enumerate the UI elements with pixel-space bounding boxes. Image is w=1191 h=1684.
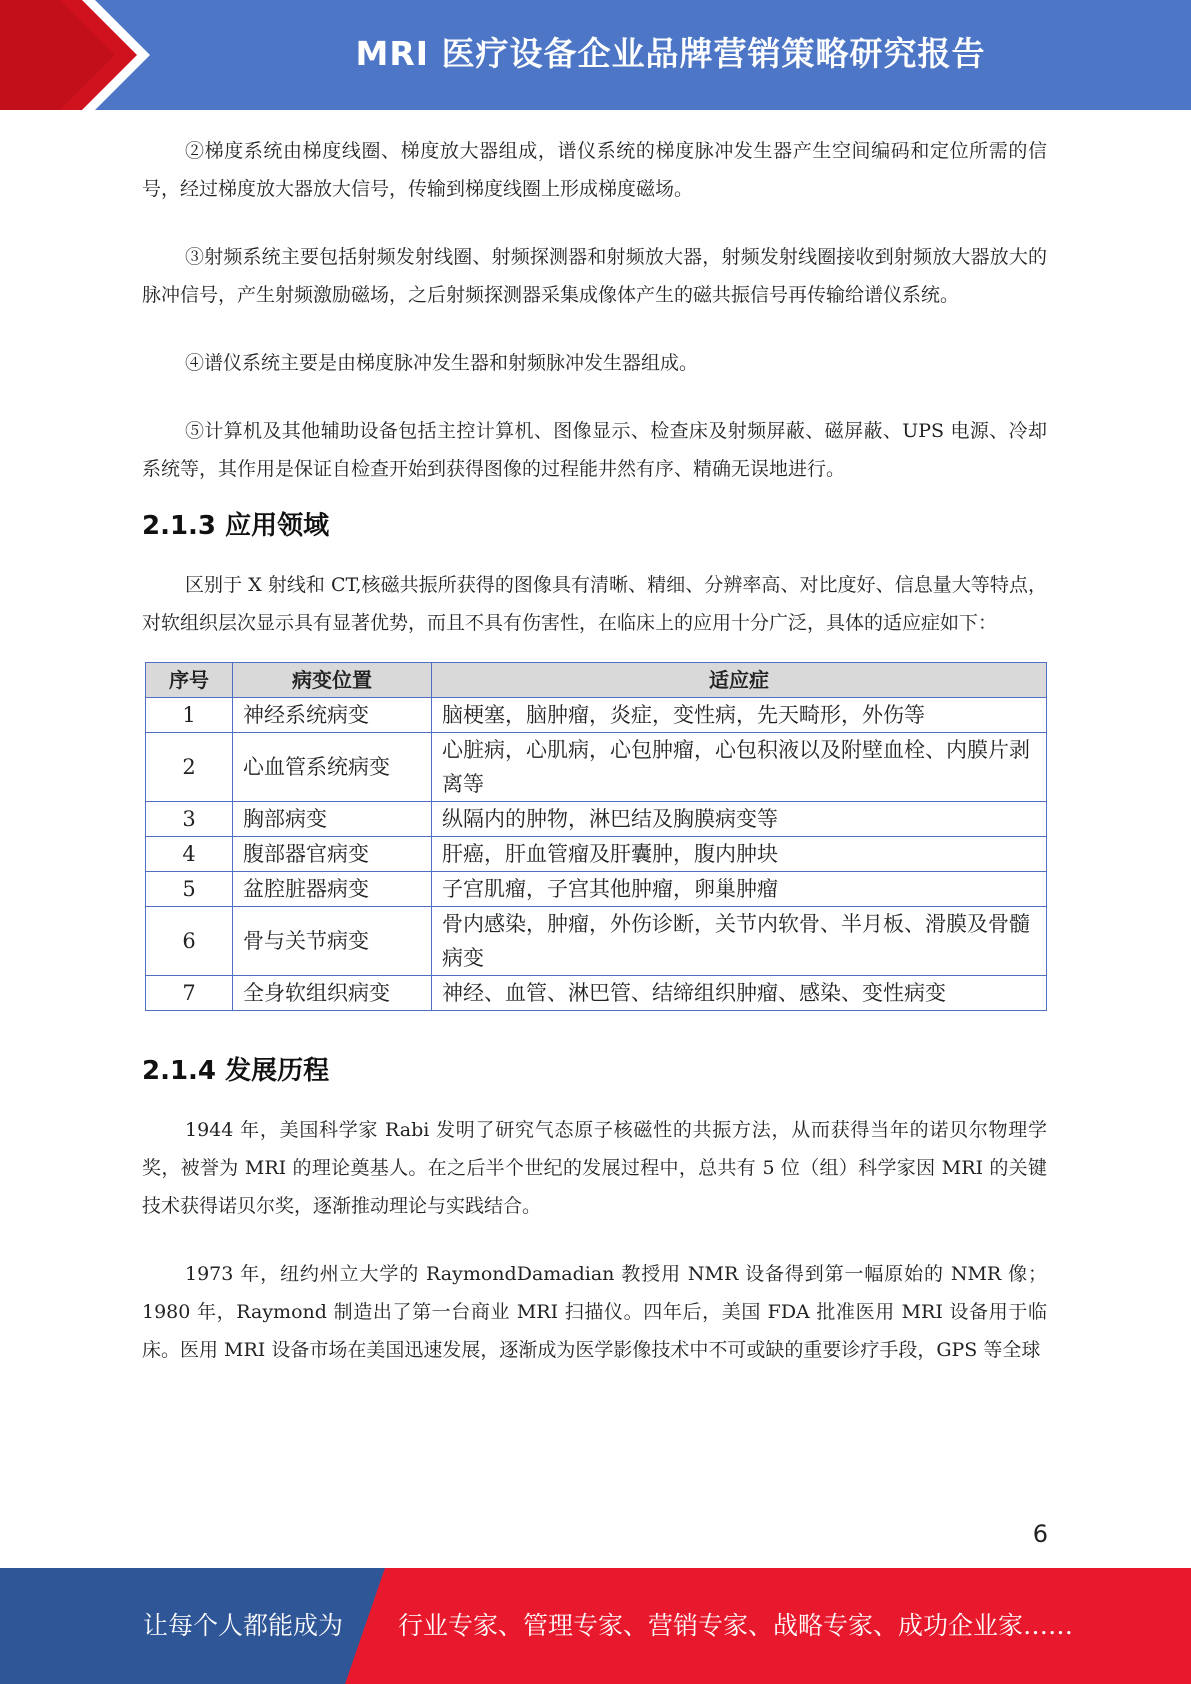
row-index: 3: [146, 802, 233, 837]
table-row: [146, 837, 1047, 872]
footer-slogan-left: 让每个人都能成为: [143, 1611, 344, 1640]
table-row: [146, 802, 1047, 837]
row-location: 盆腔脏器病变: [233, 872, 432, 907]
table-row: [146, 872, 1047, 907]
row-index: 1: [146, 698, 233, 733]
table-row: [146, 733, 1047, 802]
paragraph-spectrometer-system: ④谱仪系统主要是由梯度脉冲发生器和射频脉冲发生器组成。: [185, 352, 699, 374]
row-index: 2: [146, 733, 233, 802]
row-indication: 神经、血管、淋巴管、结缔组织肿瘤、感染、变性病变: [432, 976, 1047, 1011]
indications-table: [145, 662, 1047, 1011]
paragraph-computer-equipment: ⑤计算机及其他辅助设备包括主控计算机、图像显示、检查床及射频屏蔽、磁屏蔽、UPS 电源、冷却系统等，其作用是保证自检查开始到获得图像的过程能井然有序、精确无误地进行。: [142, 420, 1047, 480]
paragraph-history-1944: 1944 年，美国科学家 Rabi 发明了研究气态原子核磁性的共振方法，从而获得当年的诺贝尔物理学奖，被誉为 MRI 的理论奠基人。在之后半个世纪的发展过程中，总共有 5 位（组）科学家因 MRI 的关键技术获得诺贝尔奖，逐渐推动理论与实践结合。: [142, 1119, 1047, 1217]
row-indication: 脑梗塞，脑肿瘤，炎症，变性病，先天畸形，外伤等: [432, 698, 1047, 733]
row-index: 4: [146, 837, 233, 872]
paragraph-gradient-system: ②梯度系统由梯度线圈、梯度放大器组成，谱仪系统的梯度脉冲发生器产生空间编码和定位所需的信号，经过梯度放大器放大信号，传输到梯度线圈上形成梯度磁场。: [142, 140, 1047, 200]
table-header-index: 序号: [146, 663, 233, 698]
row-location: 神经系统病变: [233, 698, 432, 733]
row-indication: 骨内感染，肿瘤，外伤诊断，关节内软骨、半月板、滑膜及骨髓病变: [432, 907, 1047, 976]
row-location: 全身软组织病变: [233, 976, 432, 1011]
header-banner: [0, 0, 1191, 110]
report-title: MRI 医疗设备企业品牌营销策略研究报告: [355, 34, 986, 73]
row-index: 7: [146, 976, 233, 1011]
section-heading-history: 2.1.4 发展历程: [142, 1056, 330, 1086]
row-index: 5: [146, 872, 233, 907]
section-heading-applications: 2.1.3 应用领域: [142, 511, 330, 541]
row-location: 腹部器官病变: [233, 837, 432, 872]
row-indication: 心脏病，心肌病，心包肿瘤，心包积液以及附壁血栓、内膜片剥离等: [432, 733, 1047, 802]
table-header-row: [146, 663, 1047, 698]
table-header-indications: 适应症: [432, 663, 1047, 698]
paragraph-history-1973: 1973 年，纽约州立大学的 RaymondDamadian 教授用 NMR 设备得到第一幅原始的 NMR 像；1980 年，Raymond 制造出了第一台商业 MRI 扫描仪。四年后，美国 FDA 批准医用 MRI 设备用于临床。医用 MRI 设备市场在美国迅速发展，逐渐成为医学影像技术中不可或缺的重要诊疗手段，GPS 等全球: [142, 1263, 1047, 1361]
row-indication: 纵隔内的肿物，淋巴结及胸膜病变等: [432, 802, 1047, 837]
paragraph-applications-intro: 区别于 X 射线和 CT,核磁共振所获得的图像具有清晰、精细、分辨率高、对比度好、信息量大等特点，对软组织层次显示具有显著优势，而且不具有伤害性，在临床上的应用十分广泛，具体的适应症如下：: [142, 574, 1047, 634]
table-row: [146, 976, 1047, 1011]
page-content: [142, 132, 1047, 1369]
table-row: [146, 698, 1047, 733]
paragraph-rf-system: ③射频系统主要包括射频发射线圈、射频探测器和射频放大器，射频发射线圈接收到射频放大器放大的脉冲信号，产生射频激励磁场，之后射频探测器采集成像体产生的磁共振信号再传输给谱仪系统。: [142, 246, 1047, 306]
row-location: 骨与关节病变: [233, 907, 432, 976]
footer-slogan-right: 行业专家、管理专家、营销专家、战略专家、成功企业家……: [398, 1611, 1074, 1640]
footer-banner: [0, 1568, 1191, 1684]
table-header-location: 病变位置: [233, 663, 432, 698]
row-indication: 肝癌，肝血管瘤及肝囊肿，腹内肿块: [432, 837, 1047, 872]
row-index: 6: [146, 907, 233, 976]
header-red-arrow-icon: [0, 0, 150, 110]
table-row: [146, 907, 1047, 976]
row-location: 胸部病变: [233, 802, 432, 837]
row-location: 心血管系统病变: [233, 733, 432, 802]
page-number: 6: [1032, 1520, 1048, 1548]
row-indication: 子宫肌瘤，子宫其他肿瘤，卵巢肿瘤: [432, 872, 1047, 907]
